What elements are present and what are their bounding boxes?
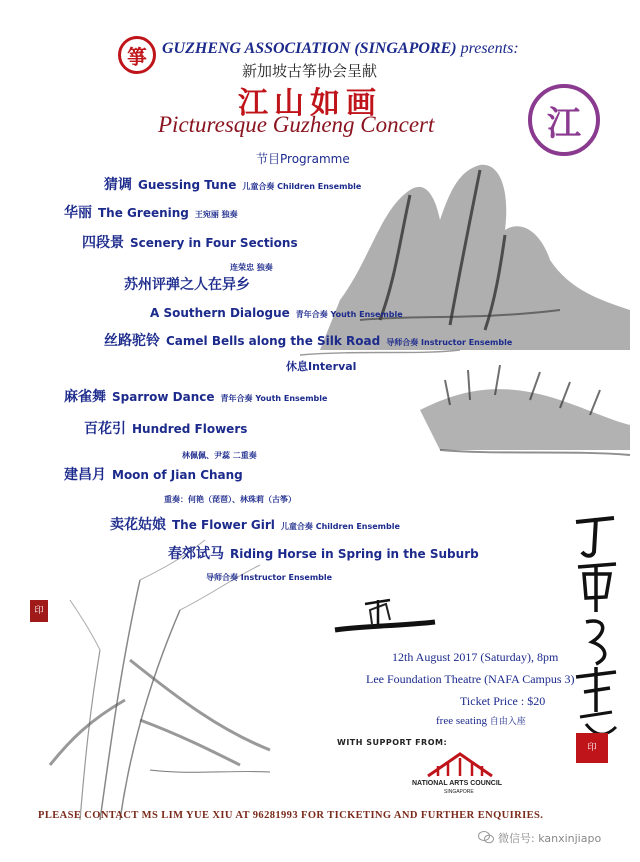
item-en: Sparrow Dance [112, 390, 215, 404]
item-cn: 百花引 [84, 421, 126, 437]
item-note: 王宛丽 独奏 [194, 210, 238, 219]
programme-item [110, 514, 400, 534]
item-cn: 四段景 [82, 235, 124, 251]
reed-painting [30, 520, 333, 820]
logo-char: 箏 [127, 44, 147, 69]
programme-item [64, 386, 327, 406]
event-date: 12th August 2017 (Saturday), 8pm [392, 650, 559, 664]
org-name-en [162, 40, 519, 58]
item-cn: 麻雀舞 [64, 389, 106, 405]
item-note: 导师合奏 Instructor Ensemble [386, 338, 513, 347]
calligraphy-strokes [566, 512, 626, 742]
seating-cn: 自由入座 [489, 717, 526, 727]
boat-painting [330, 590, 440, 640]
nac-logo-icon [424, 750, 496, 778]
sponsor-sub: SINGAPORE [444, 789, 474, 795]
concert-title-en: Picturesque Guzheng Concert [158, 112, 435, 137]
circle-seal-char: 江 [547, 103, 581, 144]
org-name: GUZHENG ASSOCIATION (SINGAPORE) [162, 40, 457, 57]
programme-item [104, 330, 512, 350]
programme-item [104, 174, 361, 194]
item-cn: 猜调 [104, 177, 132, 193]
item-note: 导师合奏 Instructor Ensemble [206, 573, 333, 582]
red-seal-text: 印 [587, 742, 597, 753]
item-note: 儿童合奏 Children Ensemble [242, 182, 362, 191]
ticket-price: Ticket Price : $20 [460, 694, 546, 708]
red-seal-left [30, 600, 48, 622]
item-note: 儿童合奏 Children Ensemble [280, 522, 400, 531]
item-note: 连荣忠 独奏 [230, 263, 273, 272]
programme-item [82, 232, 298, 252]
item-en: Camel Bells along the Silk Road [166, 334, 381, 348]
red-seal-left-text: 印 [34, 605, 44, 616]
circle-seal [528, 84, 600, 156]
programme-item [168, 543, 479, 563]
item-note: 青年合奏 Youth Ensemble [220, 394, 328, 403]
item-cn: 苏州评弹之人在异乡 [124, 277, 250, 293]
red-seal-calligraphy [576, 733, 608, 763]
item-en: Guessing Tune [138, 178, 237, 192]
event-venue: Lee Foundation Theatre (NAFA Campus 3) [366, 672, 575, 686]
association-logo [118, 36, 156, 74]
sponsor-name: NATIONAL ARTS COUNCIL [412, 780, 503, 787]
seating-info [436, 714, 526, 727]
programme-item [64, 202, 238, 222]
item-en: Scenery in Four Sections [130, 236, 298, 250]
wechat-watermark: 微信号: kanxinjiapo [498, 832, 602, 845]
item-note: 林佩佩、尹蕊 二重奏 [182, 451, 257, 460]
programme-item [150, 302, 403, 321]
wechat-icon [478, 830, 494, 844]
concert-title-cn: 江山如画 [238, 86, 382, 121]
item-note: 青年合奏 Youth Ensemble [295, 310, 403, 319]
contact-line: PLEASE CONTACT MS LIM YUE XIU AT 96281993 FOR TICKETING AND FURTHER ENQUIRIES. [38, 810, 544, 821]
presents-text: presents: [456, 40, 519, 57]
item-cn: 建昌月 [64, 467, 106, 483]
item-en: A Southern Dialogue [150, 306, 290, 320]
item-en: Riding Horse in Spring in the Suburb [230, 547, 479, 561]
item-en: Hundred Flowers [132, 422, 248, 436]
seating-en: free seating [436, 715, 487, 727]
interval-label: 休息Interval [286, 360, 357, 373]
item-note: 重奏：何艳（琵琶）、林珠莉（古筝） [164, 495, 296, 504]
item-en: The Greening [98, 206, 189, 220]
item-cn: 丝路驼铃 [104, 333, 160, 349]
programme-label: 节目Programme [256, 152, 350, 166]
support-label: WITH SUPPORT FROM: [337, 738, 448, 747]
item-cn: 卖花姑娘 [110, 517, 166, 533]
programme-item [84, 418, 247, 438]
item-en: Moon of Jian Chang [112, 468, 243, 482]
item-cn: 华丽 [64, 205, 92, 221]
org-name-cn: 新加坡古筝协会呈献 [242, 62, 378, 80]
item-en: The Flower Girl [172, 518, 275, 532]
programme-item [124, 274, 250, 294]
programme-item [64, 464, 243, 484]
item-cn: 春郊试马 [168, 546, 224, 562]
